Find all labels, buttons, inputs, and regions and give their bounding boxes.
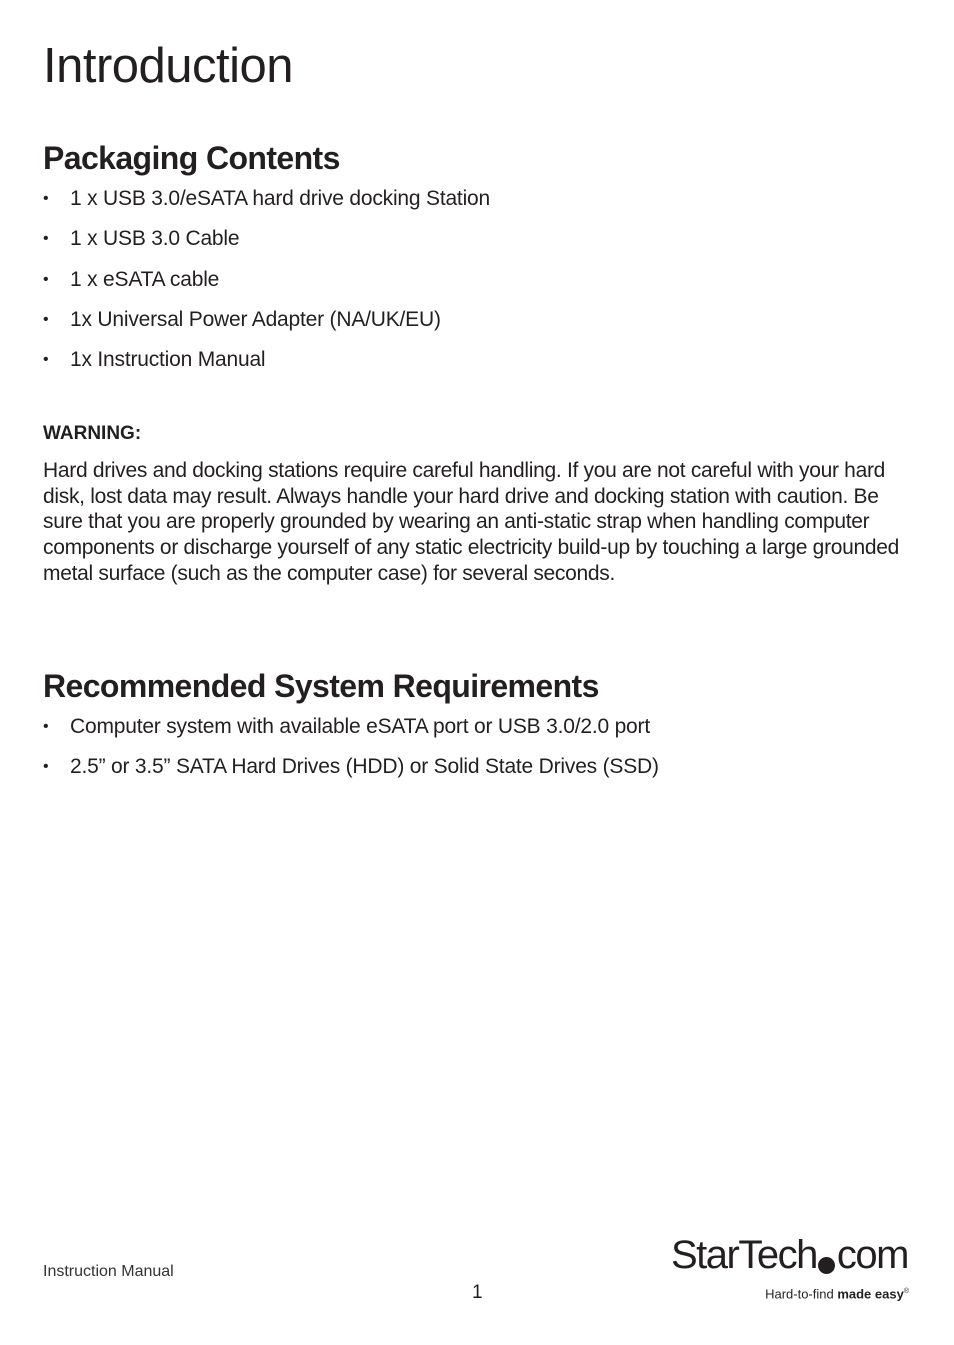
list-item-text: 2.5” or 3.5” SATA Hard Drives (HDD) or Solid State Drives (SSD) [70,755,659,779]
list-item [43,266,490,306]
warning-text: Hard drives and docking stations require careful handling. If you are not careful with your hard disk, lost data may result. Always handle your hard drive and docking station with caution. Be sure that you are properly grounded by wearing an anti-static strap when handling computer components or discharge yourself of any static electricity build-up by touching a large grounded metal surface (such as the computer case) for several seconds. [43,459,900,585]
logo-tagline-bold: made easy [837,1286,904,1302]
list-item [43,225,490,265]
list-item-text: 1x Universal Power Adapter (NA/UK/EU) [70,307,441,331]
startech-logo [671,1232,911,1304]
page-number: 1 [472,1282,483,1303]
list-item-text: 1 x eSATA cable [70,267,220,291]
logo-wordmark [671,1232,908,1278]
packaging-contents-list [43,185,490,386]
bullet-icon: • [43,351,49,369]
bullet-icon: • [43,270,49,288]
list-item-text: 1 x USB 3.0/eSATA hard drive docking Station [70,187,490,210]
registered-mark-icon: ® [903,1288,909,1295]
logo-text-end: com [836,1233,908,1277]
system-requirements-heading: Recommended System Requirements [43,668,599,704]
footer-document-title: Instruction Manual [43,1263,174,1280]
list-item-text: Computer system with available eSATA port or USB 3.0/2.0 port [70,715,650,738]
bullet-icon: • [43,758,49,776]
logo-dot-icon [818,1257,835,1274]
list-item-text: 1 x USB 3.0 Cable [70,227,240,251]
system-requirements-list [43,713,659,794]
list-item [43,306,490,346]
list-item [43,713,659,753]
list-item [43,185,490,225]
bullet-icon: • [43,230,49,248]
bullet-icon: • [43,310,49,328]
warning-label: WARNING: [43,423,142,444]
logo-tagline-start: Hard-to-find [765,1286,838,1302]
packaging-contents-heading: Packaging Contents [43,140,340,176]
list-item-text: 1x Instruction Manual [70,348,266,372]
bullet-icon: • [43,718,49,735]
bullet-icon: • [43,190,49,207]
logo-text-start: StarTech [671,1233,817,1277]
list-item [43,753,659,793]
page-title: Introduction [43,39,294,93]
list-item [43,346,490,386]
logo-tagline [765,1284,909,1302]
